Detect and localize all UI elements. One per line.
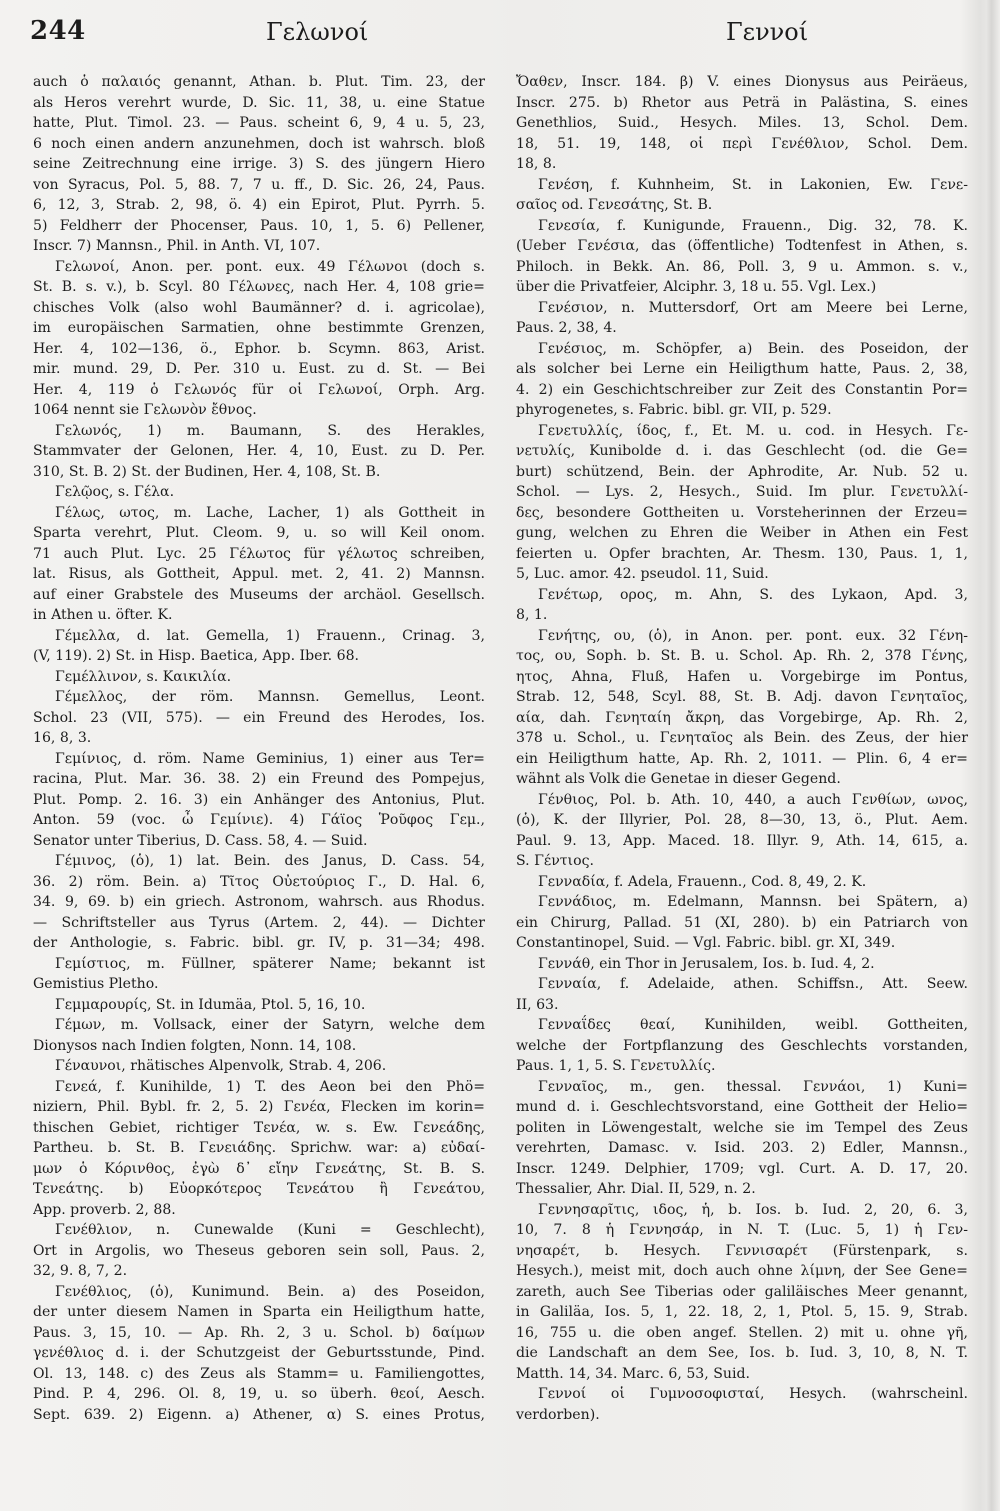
text-line: 16, 8, 3.: [33, 730, 92, 746]
text-line: Ort in Argolis, wo Theseus geboren sein soll, Paus. 2,: [33, 1242, 485, 1259]
text-line: Senator unter Tiberius, D. Cass. 58, 4. — Suid.: [33, 832, 368, 849]
left-column: [33, 72, 485, 1425]
text-line: Γεννάδιος, m. Edelmann, Mannsn. bei Spätern, a): [538, 894, 968, 910]
text-line: Schol. 23 (VII, 575). — ein Freund des Herodes, Ios.: [33, 709, 485, 726]
text-line: Γενεά, f. Kunihilde, 1) T. des Aeon bei den Phö=: [55, 1078, 485, 1095]
text-line: Γέμελλος, der röm. Mannsn. Gemellus, Leont.: [55, 689, 485, 705]
text-line: phyrogenetes, s. Fabric. bibl. gr. VII, p. 529.: [516, 402, 832, 418]
text-line: Γέναυνοι, rhätisches Alpenvolk, Strab. 4, 206.: [55, 1058, 387, 1074]
text-line: τος, ου, Soph. b. St. B. u. Schol. Ap. Rh. 2, 378 Γένης,: [516, 648, 968, 664]
text-line: (V, 119). 2) St. in Hisp. Baetica, App. Iber. 68.: [33, 648, 360, 664]
text-line: Γενέθλιον, n. Cunewalde (Kuni = Geschlecht),: [55, 1222, 485, 1238]
text-line: Constantinopel, Suid. — Vgl. Fabric. bibl. gr. XI, 349.: [516, 935, 896, 951]
text-line: Her. 4, 119 ὁ Γελωνός für οἱ Γελωνοί, Orph. Arg.: [33, 381, 485, 398]
text-line: Γενεσία, f. Kunigunde, Frauenn., Dig. 32, 78. K.: [538, 217, 968, 234]
text-line: Paus. 3, 15, 10. — Ap. Rh. 2, 3 u. Schol. b) δαίμων: [33, 1324, 485, 1341]
page-header: [30, 16, 960, 52]
text-line: racina, Plut. Mar. 36. 38. 2) ein Freund des Pompejus,: [33, 771, 485, 787]
text-line: in Galiläa, Ios. 5, 1, 22. 18, 2, 1, Ptol. 5, 15. 9, Strab.: [516, 1304, 968, 1320]
text-line: Paus. 2, 38, 4.: [516, 320, 617, 336]
text-line: Paul. 9. 13, App. Maced. 18. Illyr. 9, Ath. 14, 615, a.: [516, 832, 968, 849]
text-line: zareth, auch See Tiberias oder galiläisches Meer genannt,: [516, 1283, 968, 1300]
text-line: von Syracus, Pol. 5, 88. 7, 7 u. ff., D. Sic. 26, 24, Paus.: [33, 176, 485, 193]
text-line: (Ueber Γενέσια, das (öffentliche) Todtenfest in Athen, s.: [516, 238, 968, 254]
text-line: in Athen u. öfter. K.: [33, 607, 173, 623]
text-line: Γέλως, ωτος, m. Lache, Lacher, 1) als Gottheit in: [55, 504, 485, 521]
text-line: μων ὁ Κόρινθος, ἐγὼ δ᾽ εἴην Γενεάτης, St. B. S.: [33, 1160, 485, 1177]
text-line: burt) schützend, Bein. der Aphrodite, Ar. Nub. 52 u.: [516, 463, 968, 480]
left-running-head: Γελωνοί: [266, 18, 369, 46]
text-line: γενέθλιος d. i. der Schutzgeist der Geburtsstunde, Pind.: [33, 1345, 485, 1361]
text-line: Stammvater der Gelonen, Her. 4, 10, Eust. zu D. Per.: [33, 443, 485, 459]
text-line: hatte, Plut. Timol. 23. — Paus. scheint 6, 9, 4 u. 5, 23,: [33, 115, 485, 131]
text-line: νετυλίς, Kunibolde d. i. das Geschlecht (od. die Ge=: [516, 443, 968, 459]
text-line: Ol. 13, 148. c) des Zeus als Stamm= u. Familiengottes,: [33, 1365, 485, 1382]
text-line: lat. Risus, als Gottheit, Appul. met. 2, 41. 2) Mannsn.: [33, 566, 485, 582]
text-line: II, 63.: [516, 996, 559, 1013]
text-line: ein Chirurg, Pallad. 51 (XI, 280). b) ein Patriarch von: [516, 914, 968, 931]
text-line: Sept. 639. 2) Eigenn. a) Athener, α) S. eines Protus,: [33, 1406, 485, 1423]
text-line: Γεμμαρουρίς, St. in Idumäa, Ptol. 5, 16, 10.: [55, 996, 366, 1013]
text-line: Γενναδία, f. Adela, Frauenn., Cod. 8, 49, 2. K.: [538, 873, 867, 890]
text-line: der unter diesem Namen in Sparta ein Heiligthum hatte,: [33, 1304, 485, 1320]
text-line: Γεμίστιος, m. Füllner, späterer Name; bekannt ist: [55, 955, 485, 972]
text-line: S. Γέντιος.: [516, 853, 594, 869]
text-line: niziern, Phil. Bybl. fr. 2, 5. 2) Γενέα, Flecken im korin=: [33, 1099, 485, 1115]
text-line: — Schriftsteller aus Tyrus (Artem. 2, 44). — Dichter: [33, 914, 485, 931]
text-line: 6, 12, 3, Strab. 2, 98, ö. 4) ein Epirot, Plut. Pyrrh. 5.: [33, 197, 485, 213]
text-line: Gemistius Pletho.: [33, 976, 159, 992]
page-number: 244: [30, 16, 86, 46]
text-line: 10, 7. 8 ἡ Γεννησάρ, in N. T. (Luc. 5, 1) ἡ Γεν-: [516, 1222, 968, 1238]
text-line: Γέμελλα, d. lat. Gemella, 1) Frauenn., Crinag. 3,: [55, 627, 485, 644]
text-line: ητος, Ahna, Fluß, Hafen u. Vorgebirge im Pontus,: [516, 668, 968, 685]
text-line: νησαρέτ, b. Hesych. Γεννισαρέτ (Fürstenpark, s.: [516, 1242, 968, 1259]
text-line: 32, 9. 8, 7, 2.: [33, 1263, 128, 1279]
text-line: Γενέσιον, n. Muttersdorf, Ort am Meere bei Lerne,: [538, 299, 968, 316]
text-line: seine Zeitrechnung eine irrige. 3) S. des jüngern Hiero: [33, 156, 485, 172]
text-line: auch ὁ παλαιός genannt, Athan. b. Plut. Tim. 23, der: [33, 74, 485, 90]
text-line: die Landschaft an dem See, Ios. b. Iud. 3, 10, 8, N. T.: [516, 1345, 968, 1361]
text-line: Γεννησαρῖτις, ιδος, ἡ, b. Ios. b. Iud. 2, 20, 6. 3,: [538, 1201, 968, 1218]
text-line: 34. 9, 69. b) ein griech. Astronom, wahrsch. aus Rhodus.: [33, 894, 485, 910]
text-line: im europäischen Sarmatien, ohne bestimmte Grenzen,: [33, 320, 485, 336]
text-line: Anton. 59 (voc. ὦ Γεμίνιε). 4) Γάϊος Ῥοῦφος Γεμ.,: [33, 812, 485, 828]
text-line: Γενετυλλίς, ίδος, f., Et. M. u. cod. in Hesych. Γε-: [538, 422, 968, 439]
text-line: Γεμέλλινον, s. Καικιλία.: [55, 668, 232, 685]
text-line: Γενήτης, ου, (ὁ), in Anon. per. pont. eux. 32 Γένη-: [538, 627, 968, 644]
text-line: 18, 51. 19, 148, οἱ περὶ Γενέθλιον, Schol. Dem.: [516, 135, 968, 152]
text-line: Γέμων, m. Vollsack, einer der Satyrn, welche dem: [55, 1017, 485, 1033]
text-line: δες, besondere Gottheiten u. Vorsteherinnen der Erzeu=: [516, 504, 968, 521]
text-line: Ὄαθεν, Inscr. 184. β) V. eines Dionysus aus Peiräeus,: [516, 74, 968, 90]
text-line: Γελωνοί, Anon. per. pont. eux. 49 Γέλωνοι (doch s.: [55, 258, 485, 275]
text-line: wähnt als Volk die Genetae in dieser Gegend.: [516, 771, 841, 787]
text-line: Γένθιος, Pol. b. Ath. 10, 440, a auch Γενθίων, ωνος,: [538, 791, 968, 808]
page-edge-shadow: [986, 0, 1000, 1511]
text-line: mund d. i. Geschlechtsvorstand, eine Gottheit der Helio=: [516, 1099, 968, 1115]
text-line: 5) Feldherr der Phocenser, Paus. 10, 1, 5. 6) Pellener,: [33, 217, 485, 234]
text-line: 18, 8.: [516, 156, 557, 172]
text-line: αία, dah. Γενηταίη ἄκρη, das Vorgebirge, Ap. Rh. 2,: [516, 709, 968, 726]
text-line: 378 u. Schol., u. Γενηταῖος als Bein. des Zeus, der hier: [516, 730, 968, 746]
text-line: Γενέσιος, m. Schöpfer, a) Bein. des Poseidon, der: [538, 340, 968, 357]
text-line: Γελωνός, 1) m. Baumann, S. des Herakles,: [55, 422, 485, 439]
right-running-head: Γεννοί: [726, 18, 809, 46]
text-line: Schol. — Lys. 2, Hesych., Suid. Im plur. Γενετυλλί-: [516, 484, 968, 500]
text-line: welche der Fortpflanzung des Geschlechts vorstanden,: [516, 1037, 968, 1054]
text-line: Genethlios, Suid., Hesych. Miles. 13, Schol. Dem.: [516, 115, 968, 131]
text-line: über die Privatfeier, Alciphr. 3, 18 u. 55. Vgl. Lex.): [516, 279, 877, 295]
text-line: Γενναία, f. Adelaide, athen. Schiffsn., Att. Seew.: [538, 976, 968, 992]
text-line: chisches Volk (also wohl Baumänner? d. i. agricolae),: [33, 299, 485, 316]
text-line: Γελῷος, s. Γέλα.: [55, 484, 175, 500]
text-line: der Anthologie, s. Fabric. bibl. gr. IV, p. 31—34; 498.: [33, 935, 485, 951]
text-line: Matth. 14, 34. Marc. 6, 53, Suid.: [516, 1365, 750, 1382]
text-line: gung, welchen zu Ehren die Weiber in Athen ein Fest: [516, 525, 968, 541]
text-line: verehrten, Damasc. v. Isid. 203. 2) Edler, Mannsn.,: [516, 1140, 968, 1156]
text-line: mir. mund. 29, D. Per. 310 u. Eust. zu d. St. — Bei: [33, 361, 485, 377]
text-line: als solcher bei Lerne ein Heiligthum hatte, Paus. 2, 38,: [516, 361, 968, 377]
text-line: Inscr. 275. b) Rhetor aus Peträ in Palästina, S. eines: [516, 94, 968, 111]
text-line: Her. 4, 102—136, ö., Ephor. b. Scymn. 863, Arist.: [33, 340, 485, 357]
text-line: Γεννοί οἱ Γυμνοσοφισταί, Hesych. (wahrscheinl.: [538, 1386, 968, 1402]
right-column: [516, 72, 968, 1425]
text-line: Partheu. b. St. B. Γενειάδης. Sprichw. war: a) εὐδαί-: [33, 1140, 485, 1156]
text-line: Γενέτωρ, ορος, m. Ahn, S. des Lykaon, Apd. 3,: [538, 586, 968, 603]
text-line: Γεμίνιος, d. röm. Name Geminius, 1) einer aus Ter=: [55, 750, 485, 767]
text-line: σαῖος od. Γενεσάτης, St. B.: [516, 197, 713, 213]
text-line: Sparta verehrt, Plut. Cleom. 9, u. so will Keil onom.: [33, 525, 485, 541]
text-line: Philoch. in Bekk. An. 86, Poll. 3, 9 u. Ammon. s. v.,: [516, 258, 968, 275]
text-line: Γενναῖος, m., gen. thessal. Γεννάοι, 1) Kuni=: [538, 1078, 968, 1095]
text-line: Γενέση, f. Kuhnheim, St. in Lakonien, Ew. Γενε-: [538, 176, 968, 193]
text-line: (ὁ), K. der Illyrier, Pol. 28, 8—30, 13, ö., Plut. Aem.: [516, 812, 968, 828]
text-line: ein Heiligthum hatte, Ap. Rh. 2, 1011. — Plin. 6, 4 er=: [516, 750, 968, 767]
text-line: Pind. P. 4, 296. Ol. 8, 19, u. so überh. θεοί, Aesch.: [33, 1386, 485, 1402]
text-line: 71 auch Plut. Lyc. 25 Γέλωτος für γέλωτος schreiben,: [33, 545, 485, 562]
text-line: Thessalier, Ahr. Dial. II, 529, n. 2.: [516, 1181, 756, 1197]
text-line: Paus. 1, 1, 5. S. Γενετυλλίς.: [516, 1058, 716, 1074]
text-line: Hesych.), meist mit, doch auch ohne λίμνη, der See Gene=: [516, 1263, 968, 1279]
text-line: St. B. s. v.), b. Scyl. 80 Γέλωνες, nach Her. 4, 108 grie=: [33, 279, 485, 295]
text-line: Γεννάθ, ein Thor in Jerusalem, Ios. b. Iud. 4, 2.: [538, 955, 875, 972]
text-line: 36. 2) röm. Bein. a) Τῖτος Οὐετούριος Γ., D. Hal. 6,: [33, 873, 485, 890]
text-line: thischen Gebiet, richtiger Τενέα, w. s. Ew. Γενεάδης,: [33, 1119, 485, 1136]
text-line: 310, St. B. 2) St. der Budinen, Her. 4, 108, St. B.: [33, 463, 381, 480]
text-line: Inscr. 7) Mannsn., Phil. in Anth. VI, 107.: [33, 238, 321, 254]
text-line: verdorben).: [516, 1406, 600, 1423]
text-line: 5, Luc. amor. 42. pseudol. 11, Suid.: [516, 566, 769, 582]
text-line: als Heros verehrt wurde, D. Sic. 11, 38, u. eine Statue: [33, 94, 485, 111]
text-line: Γενέθλιος, (ὁ), Kunimund. Bein. a) des Poseidon,: [55, 1283, 485, 1300]
text-line: Γενναΐδες θεαί, Kunihilden, weibl. Gottheiten,: [538, 1017, 968, 1033]
text-line: App. proverb. 2, 88.: [33, 1201, 176, 1218]
text-line: Strab. 12, 548, Scyl. 88, St. B. Adj. davon Γενηταῖος,: [516, 689, 968, 705]
text-line: 4. 2) ein Geschichtschreiber zur Zeit des Constantin Por=: [516, 381, 968, 398]
text-line: Γέμινος, (ὁ), 1) lat. Bein. des Janus, D. Cass. 54,: [55, 853, 485, 869]
text-line: Dionysos nach Indien folgten, Nonn. 14, 108.: [33, 1037, 357, 1054]
text-line: 16, 755 u. die oben angef. Stellen. 2) mit u. ohne γῆ,: [516, 1324, 968, 1341]
text-line: auf einer Grabstele des Museums der archäol. Gesellsch.: [33, 586, 485, 603]
text-line: feierten u. Opfer brachten, Ar. Thesm. 130, Paus. 1, 1,: [516, 545, 968, 562]
text-line: Plut. Pomp. 2. 16. 3) ein Anhänger des Antonius, Plut.: [33, 791, 485, 808]
text-line: 8, 1.: [516, 607, 548, 623]
text-line: 1064 nennt sie Γελωνὸν ἔθνος.: [33, 402, 257, 418]
text-line: Inscr. 1249. Delphier, 1709; vgl. Curt. A. D. 17, 20.: [516, 1160, 968, 1177]
text-line: 6 noch einen andern anzunehmen, doch ist wahrsch. bloß: [33, 135, 485, 152]
text-line: politen in Löwengestalt, welche sie im Tempel des Zeus: [516, 1119, 968, 1136]
text-line: Τενεάτης. b) Εὐορκότερος Τενεάτου ἢ Γενεάτου,: [33, 1181, 485, 1197]
